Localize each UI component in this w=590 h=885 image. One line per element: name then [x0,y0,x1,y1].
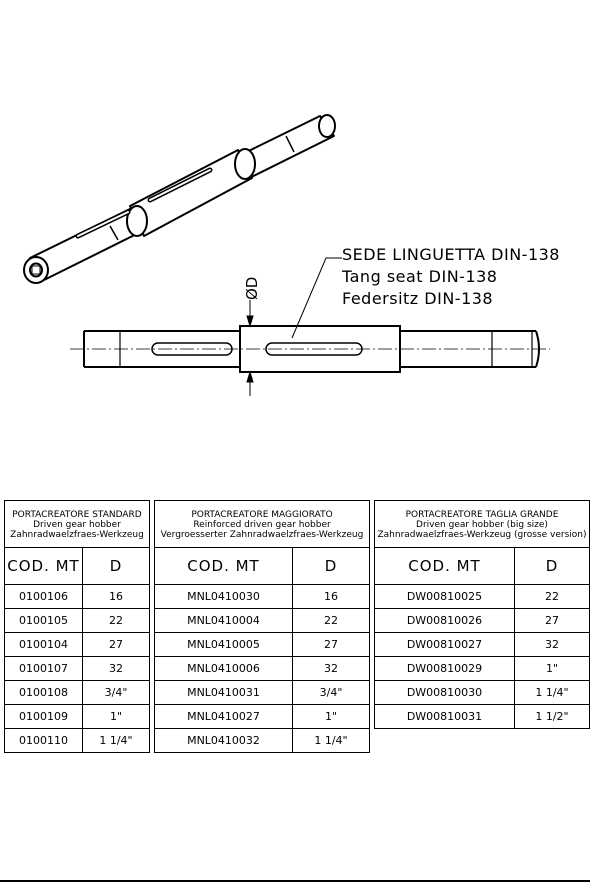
table-reinforced-header [155,548,369,585]
table-reinforced [154,500,370,753]
diameter-cell: 1" [545,662,559,675]
diameter-cell: 22 [545,590,559,603]
code-cell: 0100105 [5,609,83,632]
shaft-drawing [0,0,590,440]
col-d-header: D [545,557,559,575]
keyway-note [342,244,560,310]
diameter-cell: 1 1/4" [314,734,348,747]
table-row [5,609,149,633]
table-standard-header [5,548,149,585]
code-cell: MNL0410006 [155,657,293,680]
table-row [155,633,369,657]
col-d-header: D [109,557,123,575]
code-cell: MNL0410032 [155,729,293,752]
table-row [155,585,369,609]
code-cell: 0100109 [5,705,83,728]
table-row [375,657,589,681]
code-cell: MNL0410005 [155,633,293,656]
diameter-cell: 22 [324,614,338,627]
table-row [5,729,149,752]
diameter-cell: 3/4" [104,686,128,699]
table-standard [4,500,150,753]
code-cell: DW00810030 [375,681,515,704]
code-cell: MNL0410030 [155,585,293,608]
code-cell: MNL0410027 [155,705,293,728]
table-big-size-header [375,548,589,585]
page-bottom-rule [0,880,590,882]
col-code-header: COD. MT [5,548,83,584]
diameter-cell: 16 [324,590,338,603]
table-row [155,729,369,752]
table-big-size [374,500,590,729]
code-cell: 0100107 [5,657,83,680]
diameter-cell: 32 [324,662,338,675]
code-cell: DW00810025 [375,585,515,608]
diameter-cell: 1 1/4" [99,734,133,747]
diameter-cell: 1 1/2" [535,710,569,723]
col-code-header: COD. MT [375,548,515,584]
table-row [375,633,589,657]
diameter-cell: 22 [109,614,123,627]
table-row [375,585,589,609]
diameter-cell: 3/4" [319,686,343,699]
code-cell: DW00810026 [375,609,515,632]
diameter-cell: 27 [324,638,338,651]
diameter-cell: 1" [324,710,338,723]
code-cell: 0100104 [5,633,83,656]
col-code-header: COD. MT [155,548,293,584]
diameter-label: ØD [243,276,261,300]
isometric-shaft [24,115,335,283]
note-line-3: Federsitz DIN-138 [342,289,494,308]
table-row [5,657,149,681]
table-row [155,681,369,705]
diameter-cell: 1 1/4" [535,686,569,699]
code-cell: 0100108 [5,681,83,704]
code-cell: DW00810029 [375,657,515,680]
table-row [155,705,369,729]
diameter-cell: 32 [109,662,123,675]
table-row [155,657,369,681]
code-cell: 0100106 [5,585,83,608]
table-standard-title: PORTACREATORE STANDARD Driven gear hobber Zahnradwaelzfraes-Werkzeug [5,501,149,548]
table-row [5,681,149,705]
diameter-cell: 32 [545,638,559,651]
table-row [5,585,149,609]
table-row [375,705,589,728]
code-cell: MNL0410004 [155,609,293,632]
code-cell: 0100110 [5,729,83,752]
table-reinforced-title: PORTACREATORE MAGGIORATO Reinforced driven gear hobber Vergroesserter Zahnradwaelzfraes-Werkzeug [155,501,369,548]
table-row [5,705,149,729]
table-row [155,609,369,633]
diameter-cell: 27 [545,614,559,627]
side-view-shaft [70,326,550,372]
note-line-1: SEDE LINGUETTA DIN-138 [342,245,560,264]
note-line-2: Tang seat DIN-138 [342,267,498,286]
table-row [5,633,149,657]
code-cell: DW00810027 [375,633,515,656]
diameter-cell: 16 [109,590,123,603]
diameter-cell: 27 [109,638,123,651]
table-big-size-title: PORTACREATORE TAGLIA GRANDE Driven gear hobber (big size) Zahnradwaelzfraes-Werkzeug (grosse version) [375,501,589,548]
table-row [375,681,589,705]
diameter-dimension [247,300,253,396]
diameter-cell: 1" [109,710,123,723]
table-row [375,609,589,633]
col-d-header: D [324,557,338,575]
code-cell: MNL0410031 [155,681,293,704]
code-cell: DW00810031 [375,705,515,728]
